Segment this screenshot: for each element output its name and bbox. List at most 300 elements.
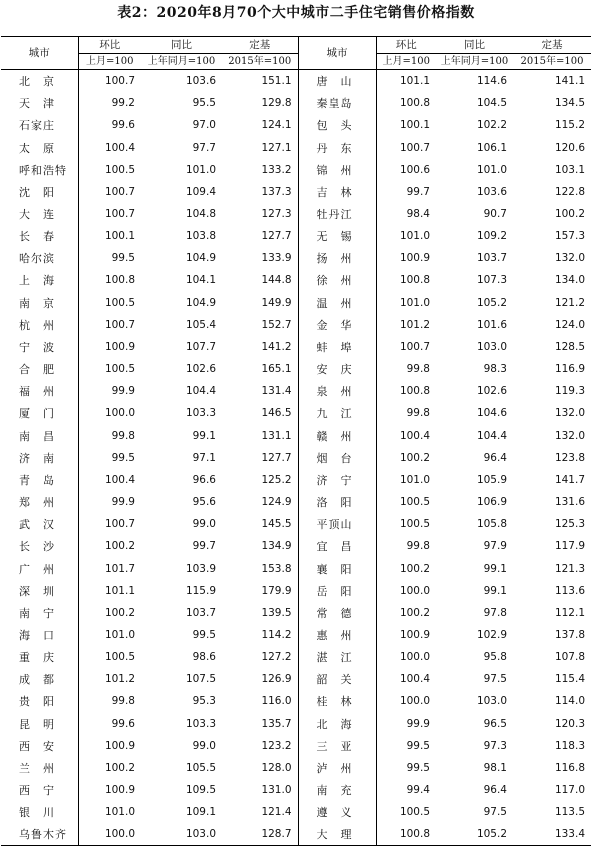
yoy-index-cell: 104.6 bbox=[476, 407, 507, 420]
base-index-cell: 132.0 bbox=[554, 407, 585, 420]
base-index-cell: 116.0 bbox=[222, 690, 298, 712]
city-name-cell: 长 沙 bbox=[1, 535, 78, 557]
table-row bbox=[1, 314, 591, 336]
mom-index-cell: 99.9 bbox=[111, 496, 135, 509]
yoy-index-cell: 99.0 bbox=[192, 518, 216, 531]
mom-index-cell: 100.7 bbox=[104, 208, 135, 221]
table-row bbox=[1, 292, 591, 314]
base-index-cell: 131.4 bbox=[222, 380, 298, 402]
city-name-cell: 唐 山 bbox=[298, 70, 376, 93]
base-index-cell: 131.1 bbox=[222, 425, 298, 447]
city-name-cell: 石家庄 bbox=[1, 114, 78, 136]
mom-index-cell: 101.1 bbox=[399, 75, 430, 88]
base-index-cell: 133.9 bbox=[222, 247, 298, 269]
yoy-index-cell: 102.6 bbox=[476, 385, 507, 398]
mom-index-cell: 99.5 bbox=[406, 739, 430, 752]
city-name-cell: 安 庆 bbox=[298, 358, 376, 380]
mom-index-cell: 100.9 bbox=[104, 340, 135, 353]
mom-index-cell: 100.5 bbox=[399, 496, 430, 509]
mom-index-cell: 100.9 bbox=[399, 628, 430, 641]
base-index-cell: 121.2 bbox=[554, 296, 585, 309]
yoy-index-cell: 103.3 bbox=[185, 407, 216, 420]
base-index-cell: 116.8 bbox=[554, 761, 585, 774]
base-index-cell: 128.0 bbox=[222, 757, 298, 779]
city-name-cell: 丹 东 bbox=[298, 136, 376, 158]
city-name-cell: 蚌 埠 bbox=[298, 336, 376, 358]
city-name-cell: 徐 州 bbox=[298, 269, 376, 291]
mom-index-cell: 101.2 bbox=[104, 673, 135, 686]
yoy-header: 同比 bbox=[436, 37, 513, 54]
city-name-cell: 北 京 bbox=[1, 70, 78, 93]
mom-index-cell: 100.4 bbox=[399, 673, 430, 686]
table-row bbox=[1, 447, 591, 469]
base-index-cell: 165.1 bbox=[222, 358, 298, 380]
mom-index-cell: 100.8 bbox=[104, 274, 135, 287]
base-index-cell: 119.3 bbox=[554, 385, 585, 398]
base-index-cell: 115.4 bbox=[554, 673, 585, 686]
city-name-cell: 福 州 bbox=[1, 380, 78, 402]
city-name-cell: 南 京 bbox=[1, 292, 78, 314]
base-index-cell: 153.8 bbox=[222, 557, 298, 579]
table-row bbox=[1, 402, 591, 424]
yoy-index-cell: 98.6 bbox=[192, 651, 216, 664]
mom-index-cell: 100.0 bbox=[78, 823, 141, 846]
city-name-cell: 包 头 bbox=[298, 114, 376, 136]
yoy-index-cell: 99.1 bbox=[483, 562, 507, 575]
base-index-cell: 114.2 bbox=[222, 624, 298, 646]
city-name-cell: 成 都 bbox=[1, 668, 78, 690]
city-name-cell: 兰 州 bbox=[1, 757, 78, 779]
yoy-index-cell: 103.6 bbox=[476, 185, 507, 198]
city-name-cell: 泉 州 bbox=[298, 380, 376, 402]
yoy-index-cell: 101.0 bbox=[185, 163, 216, 176]
city-name-cell: 长 春 bbox=[1, 225, 78, 247]
mom-index-cell: 99.7 bbox=[406, 185, 430, 198]
yoy-index-cell: 95.8 bbox=[483, 651, 507, 664]
yoy-index-cell: 104.9 bbox=[185, 296, 216, 309]
base-index-cell: 118.3 bbox=[554, 739, 585, 752]
yoy-index-cell: 97.9 bbox=[483, 540, 507, 553]
mom-index-cell: 99.5 bbox=[406, 761, 430, 774]
base-index-cell: 132.0 bbox=[554, 429, 585, 442]
yoy-index-cell: 107.3 bbox=[476, 274, 507, 287]
mom-index-cell: 100.2 bbox=[104, 540, 135, 553]
mom-index-cell: 101.0 bbox=[104, 628, 135, 641]
base-index-cell: 123.2 bbox=[222, 735, 298, 757]
table-row bbox=[1, 358, 591, 380]
yoy-index-cell: 97.3 bbox=[483, 739, 507, 752]
base-index-cell: 107.8 bbox=[554, 651, 585, 664]
base-index-cell: 126.9 bbox=[222, 668, 298, 690]
table-row bbox=[1, 513, 591, 535]
city-name-cell: 三 亚 bbox=[298, 735, 376, 757]
base-index-cell: 115.2 bbox=[554, 119, 585, 132]
mom-index-cell: 100.2 bbox=[104, 761, 135, 774]
city-name-cell: 海 口 bbox=[1, 624, 78, 646]
table-row bbox=[1, 535, 591, 557]
base-index-cell: 134.9 bbox=[222, 535, 298, 557]
base-index-cell: 116.9 bbox=[554, 363, 585, 376]
base-index-cell: 117.9 bbox=[554, 540, 585, 553]
yoy-index-cell: 104.1 bbox=[185, 274, 216, 287]
city-name-cell: 西 安 bbox=[1, 735, 78, 757]
yoy-index-cell: 115.9 bbox=[185, 584, 216, 597]
city-name-cell: 秦皇岛 bbox=[298, 92, 376, 114]
yoy-index-cell: 99.0 bbox=[192, 739, 216, 752]
city-name-cell: 大 理 bbox=[298, 823, 376, 846]
mom-index-cell: 99.9 bbox=[406, 717, 430, 730]
base-index-cell: 131.6 bbox=[554, 496, 585, 509]
base-index-cell: 134.0 bbox=[554, 274, 585, 287]
mom-index-cell: 100.0 bbox=[399, 695, 430, 708]
mom-index-cell: 101.2 bbox=[399, 318, 430, 331]
yoy-index-cell: 104.4 bbox=[185, 385, 216, 398]
table-row bbox=[1, 602, 591, 624]
yoy-index-cell: 109.1 bbox=[185, 806, 216, 819]
mom-index-cell: 100.5 bbox=[104, 651, 135, 664]
base-index-cell: 141.7 bbox=[554, 473, 585, 486]
mom-index-cell: 100.8 bbox=[376, 823, 436, 846]
mom-index-cell: 101.0 bbox=[104, 806, 135, 819]
base-index-cell: 127.1 bbox=[222, 136, 298, 158]
base-index-cell: 146.5 bbox=[222, 402, 298, 424]
city-name-cell: 宁 波 bbox=[1, 336, 78, 358]
base-subheader: 2015年=100 bbox=[513, 54, 591, 70]
yoy-index-cell: 105.2 bbox=[436, 823, 513, 846]
table-row bbox=[1, 779, 591, 801]
mom-index-cell: 99.8 bbox=[406, 363, 430, 376]
yoy-index-cell: 106.1 bbox=[476, 141, 507, 154]
city-name-cell: 济 宁 bbox=[298, 469, 376, 491]
city-name-cell: 银 川 bbox=[1, 801, 78, 823]
city-name-cell: 合 肥 bbox=[1, 358, 78, 380]
city-name-cell: 平顶山 bbox=[298, 513, 376, 535]
mom-index-cell: 100.8 bbox=[399, 385, 430, 398]
city-name-cell: 遵 义 bbox=[298, 801, 376, 823]
city-name-cell: 韶 关 bbox=[298, 668, 376, 690]
base-index-cell: 120.3 bbox=[554, 717, 585, 730]
base-index-cell: 100.2 bbox=[554, 208, 585, 221]
table-row bbox=[1, 557, 591, 579]
city-name-cell: 呼和浩特 bbox=[1, 159, 78, 181]
base-index-cell: 132.0 bbox=[554, 252, 585, 265]
mom-index-cell: 100.2 bbox=[399, 562, 430, 575]
city-header: 城市 bbox=[298, 37, 376, 70]
mom-index-cell: 100.1 bbox=[399, 119, 430, 132]
yoy-subheader: 上年同月=100 bbox=[141, 54, 222, 70]
city-name-cell: 郑 州 bbox=[1, 491, 78, 513]
mom-index-cell: 100.5 bbox=[104, 163, 135, 176]
base-index-cell: 149.9 bbox=[222, 292, 298, 314]
yoy-index-cell: 99.1 bbox=[192, 429, 216, 442]
mom-index-cell: 100.1 bbox=[104, 230, 135, 243]
table-row bbox=[1, 159, 591, 181]
mom-index-cell: 98.4 bbox=[406, 208, 430, 221]
base-index-cell: 133.2 bbox=[222, 159, 298, 181]
yoy-index-cell: 103.7 bbox=[476, 252, 507, 265]
mom-index-cell: 99.4 bbox=[406, 784, 430, 797]
base-index-cell: 114.0 bbox=[554, 695, 585, 708]
base-index-cell: 127.3 bbox=[222, 203, 298, 225]
city-name-cell: 常 德 bbox=[298, 602, 376, 624]
city-name-cell: 湛 江 bbox=[298, 646, 376, 668]
yoy-index-cell: 103.7 bbox=[185, 606, 216, 619]
yoy-index-cell: 102.6 bbox=[185, 363, 216, 376]
mom-index-cell: 100.5 bbox=[104, 363, 135, 376]
base-index-cell: 103.1 bbox=[554, 163, 585, 176]
base-index-cell: 117.0 bbox=[554, 784, 585, 797]
city-name-cell: 沈 阳 bbox=[1, 181, 78, 203]
city-name-cell: 赣 州 bbox=[298, 425, 376, 447]
yoy-index-cell: 96.5 bbox=[483, 717, 507, 730]
yoy-index-cell: 97.5 bbox=[483, 673, 507, 686]
city-name-cell: 南 充 bbox=[298, 779, 376, 801]
base-subheader: 2015年=100 bbox=[222, 54, 298, 70]
yoy-index-cell: 103.3 bbox=[185, 717, 216, 730]
mom-header: 环比 bbox=[78, 37, 141, 54]
mom-subheader: 上月=100 bbox=[376, 54, 436, 70]
mom-index-cell: 100.2 bbox=[399, 451, 430, 464]
mom-index-cell: 99.6 bbox=[111, 717, 135, 730]
city-name-cell: 太 原 bbox=[1, 136, 78, 158]
mom-index-cell: 99.6 bbox=[111, 119, 135, 132]
base-index-cell: 127.7 bbox=[222, 447, 298, 469]
city-name-cell: 温 州 bbox=[298, 292, 376, 314]
base-index-cell: 112.1 bbox=[554, 606, 585, 619]
mom-index-cell: 100.2 bbox=[399, 606, 430, 619]
yoy-index-cell: 98.1 bbox=[483, 761, 507, 774]
mom-index-cell: 99.2 bbox=[111, 97, 135, 110]
mom-index-cell: 100.0 bbox=[399, 584, 430, 597]
base-header: 定基 bbox=[513, 37, 591, 54]
price-index-table bbox=[1, 36, 591, 846]
yoy-index-cell: 104.4 bbox=[476, 429, 507, 442]
base-index-cell: 121.3 bbox=[554, 562, 585, 575]
base-index-cell: 141.2 bbox=[222, 336, 298, 358]
city-name-cell: 九 江 bbox=[298, 402, 376, 424]
table-row bbox=[1, 336, 591, 358]
mom-index-cell: 99.8 bbox=[111, 695, 135, 708]
base-index-cell: 133.4 bbox=[513, 823, 591, 846]
yoy-index-cell: 102.9 bbox=[476, 628, 507, 641]
city-name-cell: 乌鲁木齐 bbox=[1, 823, 78, 846]
mom-index-cell: 99.9 bbox=[111, 385, 135, 398]
mom-index-cell: 100.7 bbox=[399, 141, 430, 154]
city-name-cell: 哈尔滨 bbox=[1, 247, 78, 269]
yoy-index-cell: 114.6 bbox=[476, 75, 507, 88]
city-name-cell: 惠 州 bbox=[298, 624, 376, 646]
city-name-cell: 桂 林 bbox=[298, 690, 376, 712]
mom-subheader: 上月=100 bbox=[78, 54, 141, 70]
base-index-cell: 144.8 bbox=[222, 269, 298, 291]
city-name-cell: 金 华 bbox=[298, 314, 376, 336]
mom-index-cell: 100.8 bbox=[399, 97, 430, 110]
yoy-index-cell: 105.9 bbox=[476, 473, 507, 486]
mom-index-cell: 101.7 bbox=[104, 562, 135, 575]
table-row bbox=[1, 92, 591, 114]
mom-index-cell: 100.7 bbox=[104, 185, 135, 198]
yoy-index-cell: 97.8 bbox=[483, 606, 507, 619]
base-index-cell: 141.1 bbox=[554, 75, 585, 88]
yoy-index-cell: 95.3 bbox=[192, 695, 216, 708]
mom-index-cell: 100.8 bbox=[399, 274, 430, 287]
table-row bbox=[1, 247, 591, 269]
city-name-cell: 烟 台 bbox=[298, 447, 376, 469]
table-row bbox=[1, 70, 591, 93]
yoy-index-cell: 97.1 bbox=[192, 451, 216, 464]
yoy-index-cell: 105.8 bbox=[476, 518, 507, 531]
mom-index-cell: 101.0 bbox=[399, 473, 430, 486]
base-index-cell: 139.5 bbox=[222, 602, 298, 624]
yoy-index-cell: 109.2 bbox=[476, 230, 507, 243]
base-index-cell: 124.9 bbox=[222, 491, 298, 513]
table-row bbox=[1, 646, 591, 668]
base-index-cell: 134.5 bbox=[554, 97, 585, 110]
yoy-index-cell: 107.5 bbox=[185, 673, 216, 686]
base-index-cell: 113.6 bbox=[554, 584, 585, 597]
yoy-index-cell: 95.6 bbox=[192, 496, 216, 509]
mom-index-cell: 100.0 bbox=[104, 407, 135, 420]
yoy-index-cell: 104.8 bbox=[185, 208, 216, 221]
mom-index-cell: 100.7 bbox=[104, 518, 135, 531]
yoy-index-cell: 105.5 bbox=[185, 761, 216, 774]
mom-index-cell: 100.5 bbox=[104, 296, 135, 309]
yoy-index-cell: 99.5 bbox=[192, 628, 216, 641]
mom-index-cell: 99.8 bbox=[406, 540, 430, 553]
base-index-cell: 129.8 bbox=[222, 92, 298, 114]
yoy-index-cell: 96.4 bbox=[483, 784, 507, 797]
city-name-cell: 洛 阳 bbox=[298, 491, 376, 513]
table-row bbox=[1, 580, 591, 602]
yoy-index-cell: 109.5 bbox=[185, 784, 216, 797]
yoy-index-cell: 95.5 bbox=[192, 97, 216, 110]
base-index-cell: 124.0 bbox=[554, 318, 585, 331]
yoy-index-cell: 101.0 bbox=[476, 163, 507, 176]
city-name-cell: 深 圳 bbox=[1, 580, 78, 602]
city-name-cell: 扬 州 bbox=[298, 247, 376, 269]
mom-index-cell: 100.9 bbox=[399, 252, 430, 265]
city-name-cell: 厦 门 bbox=[1, 402, 78, 424]
base-index-cell: 127.2 bbox=[222, 646, 298, 668]
base-index-cell: 123.8 bbox=[554, 451, 585, 464]
mom-index-cell: 100.5 bbox=[399, 518, 430, 531]
mom-index-cell: 100.7 bbox=[104, 75, 135, 88]
table-row bbox=[1, 801, 591, 823]
base-index-cell: 125.3 bbox=[554, 518, 585, 531]
table-row bbox=[1, 690, 591, 712]
mom-index-cell: 100.6 bbox=[399, 163, 430, 176]
mom-index-cell: 99.8 bbox=[406, 407, 430, 420]
yoy-index-cell: 97.7 bbox=[192, 141, 216, 154]
table-row bbox=[1, 668, 591, 690]
table-row bbox=[1, 757, 591, 779]
yoy-index-cell: 97.0 bbox=[192, 119, 216, 132]
base-index-cell: 137.3 bbox=[222, 181, 298, 203]
yoy-index-cell: 90.7 bbox=[483, 208, 507, 221]
table-row bbox=[1, 823, 591, 846]
mom-index-cell: 100.4 bbox=[104, 473, 135, 486]
base-index-cell: 157.3 bbox=[554, 230, 585, 243]
yoy-index-cell: 103.8 bbox=[185, 230, 216, 243]
table-row bbox=[1, 114, 591, 136]
table-row bbox=[1, 203, 591, 225]
yoy-index-cell: 106.9 bbox=[476, 496, 507, 509]
city-name-cell: 南 宁 bbox=[1, 602, 78, 624]
city-name-cell: 天 津 bbox=[1, 92, 78, 114]
yoy-index-cell: 105.4 bbox=[185, 318, 216, 331]
table-row bbox=[1, 491, 591, 513]
mom-index-cell: 101.1 bbox=[104, 584, 135, 597]
mom-index-cell: 100.4 bbox=[399, 429, 430, 442]
base-index-cell: 127.7 bbox=[222, 225, 298, 247]
yoy-index-cell: 96.4 bbox=[483, 451, 507, 464]
mom-index-cell: 99.5 bbox=[111, 451, 135, 464]
mom-header: 环比 bbox=[376, 37, 436, 54]
mom-index-cell: 100.5 bbox=[399, 806, 430, 819]
base-index-cell: 135.7 bbox=[222, 713, 298, 735]
table-title: 表2：2020年8月70个大中城市二手住宅销售价格指数 bbox=[117, 5, 475, 21]
base-index-cell: 131.0 bbox=[222, 779, 298, 801]
city-name-cell: 岳 阳 bbox=[298, 580, 376, 602]
subheader-row bbox=[1, 54, 591, 70]
mom-index-cell: 100.9 bbox=[104, 784, 135, 797]
table-row bbox=[1, 181, 591, 203]
yoy-index-cell: 107.7 bbox=[185, 340, 216, 353]
city-name-cell: 泸 州 bbox=[298, 757, 376, 779]
base-index-cell: 151.1 bbox=[222, 70, 298, 93]
city-name-cell: 昆 明 bbox=[1, 713, 78, 735]
mom-index-cell: 101.0 bbox=[399, 230, 430, 243]
base-index-cell: 128.7 bbox=[222, 823, 298, 846]
yoy-index-cell: 104.9 bbox=[185, 252, 216, 265]
city-name-cell: 宜 昌 bbox=[298, 535, 376, 557]
yoy-index-cell: 99.7 bbox=[192, 540, 216, 553]
table-row bbox=[1, 225, 591, 247]
yoy-index-cell: 105.2 bbox=[476, 296, 507, 309]
yoy-index-cell: 97.5 bbox=[483, 806, 507, 819]
mom-index-cell: 100.7 bbox=[104, 318, 135, 331]
city-name-cell: 大 连 bbox=[1, 203, 78, 225]
table-row bbox=[1, 624, 591, 646]
yoy-index-cell: 103.0 bbox=[476, 340, 507, 353]
base-index-cell: 179.9 bbox=[222, 580, 298, 602]
city-name-cell: 锦 州 bbox=[298, 159, 376, 181]
yoy-index-cell: 102.2 bbox=[476, 119, 507, 132]
mom-index-cell: 100.7 bbox=[399, 340, 430, 353]
mom-index-cell: 100.9 bbox=[104, 739, 135, 752]
base-index-cell: 124.1 bbox=[222, 114, 298, 136]
city-name-cell: 济 南 bbox=[1, 447, 78, 469]
city-name-cell: 吉 林 bbox=[298, 181, 376, 203]
base-header: 定基 bbox=[222, 37, 298, 54]
base-index-cell: 152.7 bbox=[222, 314, 298, 336]
city-name-cell: 南 昌 bbox=[1, 425, 78, 447]
city-name-cell: 青 岛 bbox=[1, 469, 78, 491]
table-row bbox=[1, 469, 591, 491]
city-name-cell: 广 州 bbox=[1, 557, 78, 579]
yoy-index-cell: 103.9 bbox=[185, 562, 216, 575]
city-name-cell: 北 海 bbox=[298, 713, 376, 735]
mom-index-cell: 100.2 bbox=[104, 606, 135, 619]
yoy-index-cell: 103.0 bbox=[476, 695, 507, 708]
base-index-cell: 122.8 bbox=[554, 185, 585, 198]
base-index-cell: 121.4 bbox=[222, 801, 298, 823]
mom-index-cell: 100.4 bbox=[104, 141, 135, 154]
yoy-index-cell: 101.6 bbox=[476, 318, 507, 331]
mom-index-cell: 100.0 bbox=[399, 651, 430, 664]
city-name-cell: 西 宁 bbox=[1, 779, 78, 801]
yoy-subheader: 上年同月=100 bbox=[436, 54, 513, 70]
